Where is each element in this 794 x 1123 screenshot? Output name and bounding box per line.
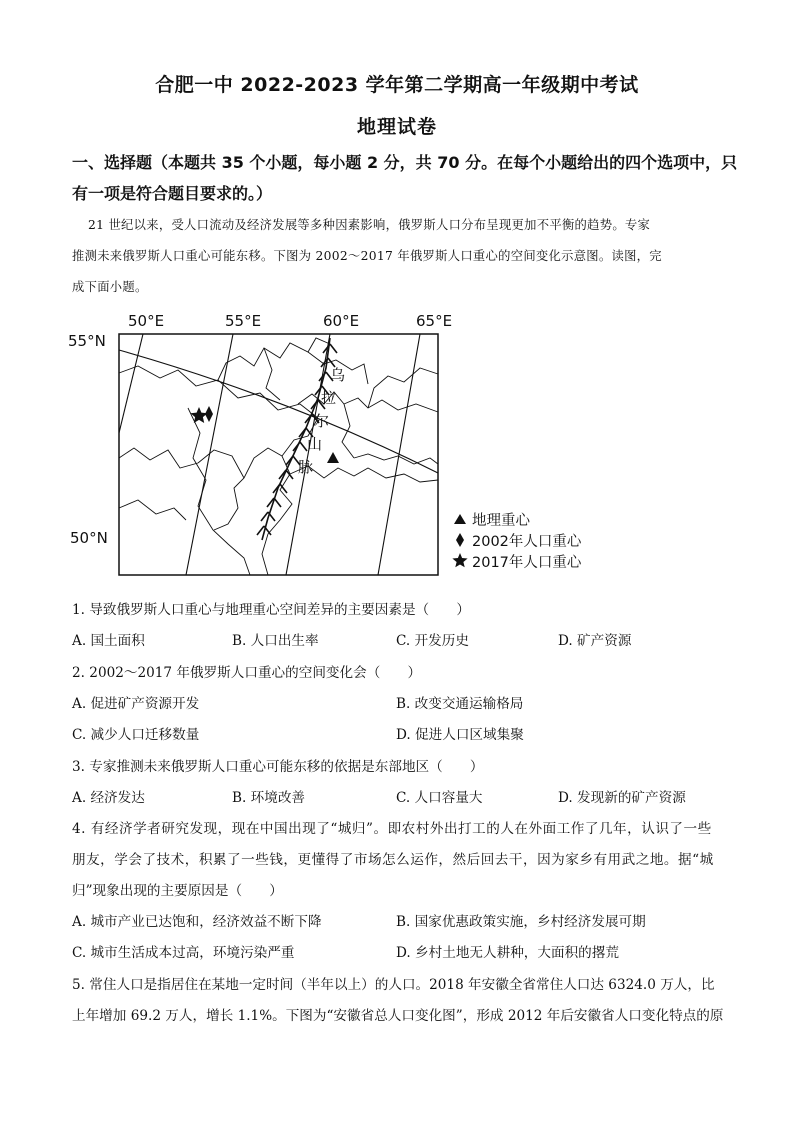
meridian-60	[286, 334, 330, 575]
section-heading-line1: 一、选择题（本题共 35 个小题，每小题 2 分，共 70 分。在每个小题给出的四个选项中，只	[72, 153, 738, 172]
question-1-option-a: A. 国土面积	[72, 633, 145, 649]
triangle-marker-geographic-center	[327, 452, 339, 463]
meridian-65	[378, 334, 420, 575]
mountain-char-4: 山	[307, 435, 323, 453]
meridian-50	[119, 334, 143, 433]
legend-diamond-icon	[456, 533, 464, 547]
mountain-char-1: 乌	[330, 366, 346, 384]
intro-line2: 推测未来俄罗斯人口重心可能东移。下图为 2002～2017 年俄罗斯人口重心的空间变化示意图。读图，完	[72, 249, 662, 263]
diamond-marker-2002	[205, 406, 213, 422]
question-1-option-c: C. 开发历史	[396, 633, 469, 649]
russia-population-center-map	[68, 308, 608, 580]
lon-label-50: 50°E	[128, 312, 165, 330]
section-heading-line2: 有一项是符合题目要求的。）	[72, 184, 273, 203]
lat-label-55: 55°N	[68, 332, 106, 350]
question-1-option-b: B. 人口出生率	[232, 633, 319, 649]
meridian-55	[186, 334, 233, 575]
intro-line3: 成下面小题。	[72, 280, 148, 294]
question-2-option-b: B. 改变交通运输格局	[396, 696, 524, 712]
mountain-char-3: 尔	[314, 412, 330, 430]
question-4-stem-line2: 朋友，学会了技术，积累了一些钱，更懂得了市场怎么运作，然后回去干，因为家乡有用武之地。据“城	[72, 852, 714, 868]
intro-line1: 21 世纪以来，受人口流动及经济发展等多种因素影响，俄罗斯人口分布呈现更加不平衡的趋势。专家	[88, 218, 651, 232]
question-4-option-a: A. 城市产业已达饱和，经济效益不断下降	[72, 914, 322, 930]
mountain-char-2: 拉	[321, 389, 337, 407]
lon-label-65: 65°E	[416, 312, 453, 330]
lon-label-60: 60°E	[323, 312, 360, 330]
map-content	[119, 334, 438, 575]
question-5-stem-line2: 上年增加 69.2 万人，增长 1.1%。下图为“安徽省总人口变化图”，形成 2012 年后安徽省人口变化特点的原	[72, 1008, 724, 1024]
question-4-stem-line3: 归”现象出现的主要原因是（ ）	[72, 883, 283, 899]
map-legend	[452, 512, 582, 571]
legend-label-geographic-center: 地理重心	[472, 513, 530, 529]
question-3-option-d: D. 发现新的矿产资源	[558, 790, 686, 806]
latitude-line	[119, 350, 438, 473]
question-2-option-a: A. 促进矿产资源开发	[72, 696, 200, 712]
legend-label-2002: 2002年人口重心	[472, 534, 582, 550]
question-1-option-d: D. 矿产资源	[558, 633, 632, 649]
exam-title: 合肥一中 2022-2023 学年第二学期高一年级期中考试	[155, 74, 639, 96]
question-3-option-b: B. 环境改善	[232, 790, 306, 806]
lat-label-50: 50°N	[70, 529, 108, 547]
question-4-option-c: C. 城市生活成本过高，环境污染严重	[72, 945, 295, 961]
region-boundaries	[119, 338, 438, 575]
question-4-option-b: B. 国家优惠政策实施，乡村经济发展可期	[396, 914, 646, 930]
question-2-option-d: D. 促进人口区域集聚	[396, 727, 524, 743]
exam-subtitle: 地理试卷	[356, 116, 437, 138]
question-2-option-c: C. 减少人口迁移数量	[72, 727, 200, 743]
question-3-option-a: A. 经济发达	[72, 790, 145, 806]
question-4-stem-line1: 4. 有经济学者研究发现，现在中国出现了“城归”。即农村外出打工的人在外面工作了几年，认识了一些	[72, 821, 712, 837]
question-4-option-d: D. 乡村土地无人耕种，大面积的撂荒	[396, 945, 619, 961]
question-3-option-c: C. 人口容量大	[396, 790, 483, 806]
legend-star-icon	[452, 553, 467, 567]
lon-label-55: 55°E	[225, 312, 262, 330]
question-2-stem: 2. 2002～2017 年俄罗斯人口重心的空间变化会（ ）	[72, 665, 422, 681]
question-5-stem-line1: 5. 常住人口是指居住在某地一定时间（半年以上）的人口。2018 年安徽全省常住人口达 6324.0 万人，比	[72, 977, 715, 993]
mountain-char-5: 脉	[298, 458, 314, 476]
star-marker-2017	[191, 407, 208, 423]
question-1-stem: 1. 导致俄罗斯人口重心与地理重心空间差异的主要因素是（ ）	[72, 602, 470, 618]
legend-triangle-icon	[454, 514, 466, 524]
legend-label-2017: 2017年人口重心	[472, 555, 582, 571]
question-3-stem: 3. 专家推测未来俄罗斯人口重心可能东移的依据是东部地区（ ）	[72, 759, 484, 775]
